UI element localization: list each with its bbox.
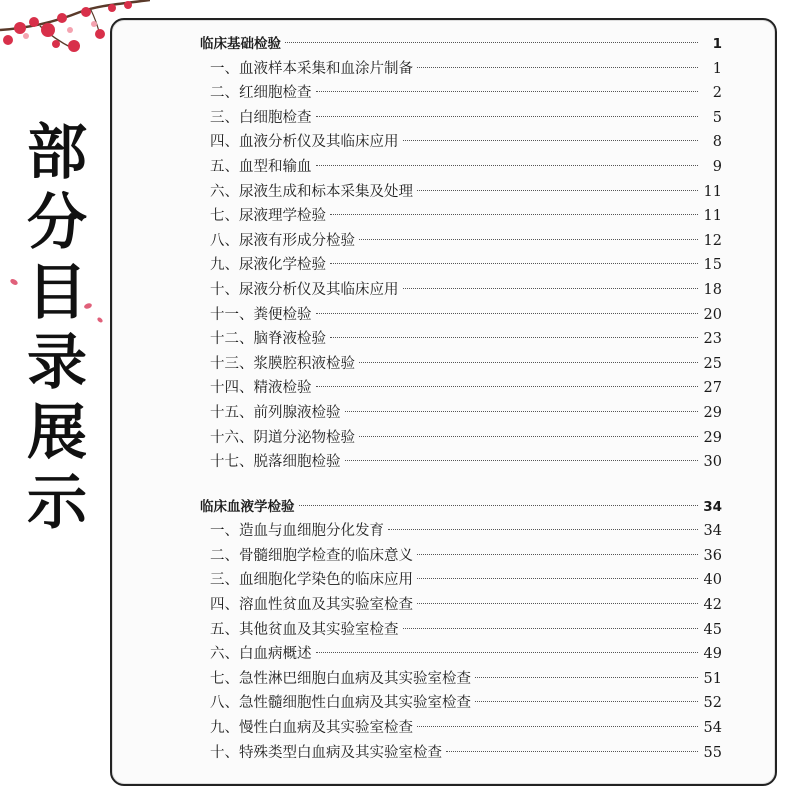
entry-label: 七、急性淋巴细胞白血病及其实验室检查 <box>210 670 471 687</box>
entry-label: 十五、前列腺液检验 <box>210 404 341 421</box>
page-number: 40 <box>703 572 722 589</box>
entry-label: 九、尿液化学检验 <box>210 257 326 274</box>
page-number: 52 <box>703 695 722 712</box>
toc-entry <box>200 106 722 131</box>
leader-dots <box>388 529 698 530</box>
toc-entry <box>200 642 722 667</box>
leader-dots <box>285 42 698 43</box>
entry-label: 五、其他贫血及其实验室检查 <box>210 621 399 638</box>
side-title-char: 录 <box>27 328 87 398</box>
leader-dots <box>316 652 699 653</box>
toc-entry <box>200 544 722 569</box>
entry-label: 八、急性髓细胞性白血病及其实验室检查 <box>210 695 471 712</box>
entry-label: 十、尿液分析仪及其临床应用 <box>210 281 399 298</box>
toc-entry <box>200 593 722 618</box>
entry-label: 十六、阴道分泌物检验 <box>210 429 355 446</box>
toc-entry <box>200 450 722 475</box>
toc-entry <box>200 352 722 377</box>
page-number: 1 <box>712 36 722 52</box>
entry-label: 四、溶血性贫血及其实验室检查 <box>210 597 413 614</box>
leader-dots <box>316 313 699 314</box>
toc-entry <box>200 253 722 278</box>
toc-entry <box>200 278 722 303</box>
leader-dots <box>345 411 699 412</box>
leader-dots <box>446 751 698 752</box>
entry-label: 四、血液分析仪及其临床应用 <box>210 134 399 151</box>
toc-entry <box>200 667 722 692</box>
entry-label: 七、尿液理学检验 <box>210 208 326 225</box>
toc-entry <box>200 229 722 254</box>
table-of-contents <box>200 32 722 765</box>
page-number: 55 <box>703 744 722 761</box>
toc-entry <box>200 376 722 401</box>
toc-entry <box>200 618 722 643</box>
entry-label: 六、白血病概述 <box>210 646 312 663</box>
page-number: 8 <box>712 134 722 151</box>
leader-dots <box>417 67 698 68</box>
page-number: 34 <box>703 498 722 515</box>
page-number: 34 <box>703 523 722 540</box>
entry-label: 六、尿液生成和标本采集及处理 <box>210 183 413 200</box>
entry-label: 十三、浆膜腔积液检验 <box>210 355 355 372</box>
page-number: 29 <box>703 429 722 446</box>
leader-dots <box>316 116 699 117</box>
leader-dots <box>417 603 698 604</box>
toc-entry <box>200 204 722 229</box>
entry-label: 十四、精液检验 <box>210 380 312 397</box>
page-number: 27 <box>703 380 722 397</box>
side-title-char: 分 <box>27 188 87 258</box>
toc-entry <box>200 741 722 766</box>
toc-entry <box>200 180 722 205</box>
toc-entry <box>200 716 722 741</box>
toc-entry <box>200 691 722 716</box>
leader-dots <box>475 677 698 678</box>
entry-label: 一、血液样本采集和血涂片制备 <box>210 60 413 77</box>
section-title: 临床血液学检验 <box>200 498 295 515</box>
toc-entry <box>200 401 722 426</box>
toc-entry <box>200 426 722 451</box>
page-number: 42 <box>703 597 722 614</box>
leader-dots <box>359 436 698 437</box>
page-number: 54 <box>703 720 722 737</box>
page-number: 15 <box>703 257 722 274</box>
section-title: 临床基础检验 <box>200 36 281 52</box>
leader-dots <box>417 578 698 579</box>
page-number: 30 <box>703 454 722 471</box>
page-number: 2 <box>712 85 722 102</box>
leader-dots <box>403 288 699 289</box>
entry-label: 三、血细胞化学染色的临床应用 <box>210 572 413 589</box>
entry-label: 一、造血与血细胞分化发育 <box>210 523 384 540</box>
leader-dots <box>359 362 698 363</box>
leader-dots <box>316 386 699 387</box>
entry-label: 十二、脑脊液检验 <box>210 331 326 348</box>
leader-dots <box>417 554 698 555</box>
side-title-char: 部 <box>27 118 87 188</box>
page-number: 11 <box>703 183 722 200</box>
page-number: 18 <box>703 281 722 298</box>
page-number: 20 <box>703 306 722 323</box>
leader-dots <box>475 701 698 702</box>
entry-label: 九、慢性白血病及其实验室检查 <box>210 720 413 737</box>
page-number: 5 <box>712 109 722 126</box>
section-heading <box>200 495 722 520</box>
leader-dots <box>316 165 699 166</box>
entry-label: 十一、粪便检验 <box>210 306 312 323</box>
leader-dots <box>330 214 698 215</box>
leader-dots <box>345 460 699 461</box>
leader-dots <box>403 628 699 629</box>
toc-entry <box>200 303 722 328</box>
page-number: 36 <box>703 547 722 564</box>
leader-dots <box>330 263 698 264</box>
page-number: 51 <box>703 670 722 687</box>
leader-dots <box>316 91 699 92</box>
leader-dots <box>417 190 698 191</box>
page-number: 23 <box>703 331 722 348</box>
toc-entry <box>200 81 722 106</box>
entry-label: 二、红细胞检查 <box>210 85 312 102</box>
leader-dots <box>417 726 698 727</box>
side-title-char: 示 <box>27 468 87 538</box>
side-title-char: 目 <box>27 258 87 328</box>
entry-label: 十、特殊类型白血病及其实验室检查 <box>210 744 442 761</box>
page-number: 29 <box>703 404 722 421</box>
entry-label: 八、尿液有形成分检验 <box>210 232 355 249</box>
toc-entry <box>200 130 722 155</box>
leader-dots <box>403 140 699 141</box>
page-number: 45 <box>703 621 722 638</box>
page-number: 12 <box>703 232 722 249</box>
toc-entry <box>200 568 722 593</box>
page-number: 49 <box>703 646 722 663</box>
section-gap <box>200 475 722 495</box>
toc-entry <box>200 155 722 180</box>
entry-label: 三、白细胞检查 <box>210 109 312 126</box>
page-number: 11 <box>703 208 722 225</box>
entry-label: 十七、脱落细胞检验 <box>210 454 341 471</box>
page-number: 9 <box>712 158 722 175</box>
book-page <box>110 18 777 786</box>
leader-dots <box>299 505 699 506</box>
side-title-char: 展 <box>27 398 87 468</box>
entry-label: 二、骨髓细胞学检查的临床意义 <box>210 547 413 564</box>
page-number: 25 <box>703 355 722 372</box>
side-title <box>22 118 92 538</box>
entry-label: 五、血型和输血 <box>210 158 312 175</box>
toc-entry <box>200 327 722 352</box>
toc-entry <box>200 519 722 544</box>
toc-entry <box>200 57 722 82</box>
leader-dots <box>330 337 698 338</box>
page-number: 1 <box>712 60 722 77</box>
section-heading <box>200 32 722 57</box>
leader-dots <box>359 239 698 240</box>
